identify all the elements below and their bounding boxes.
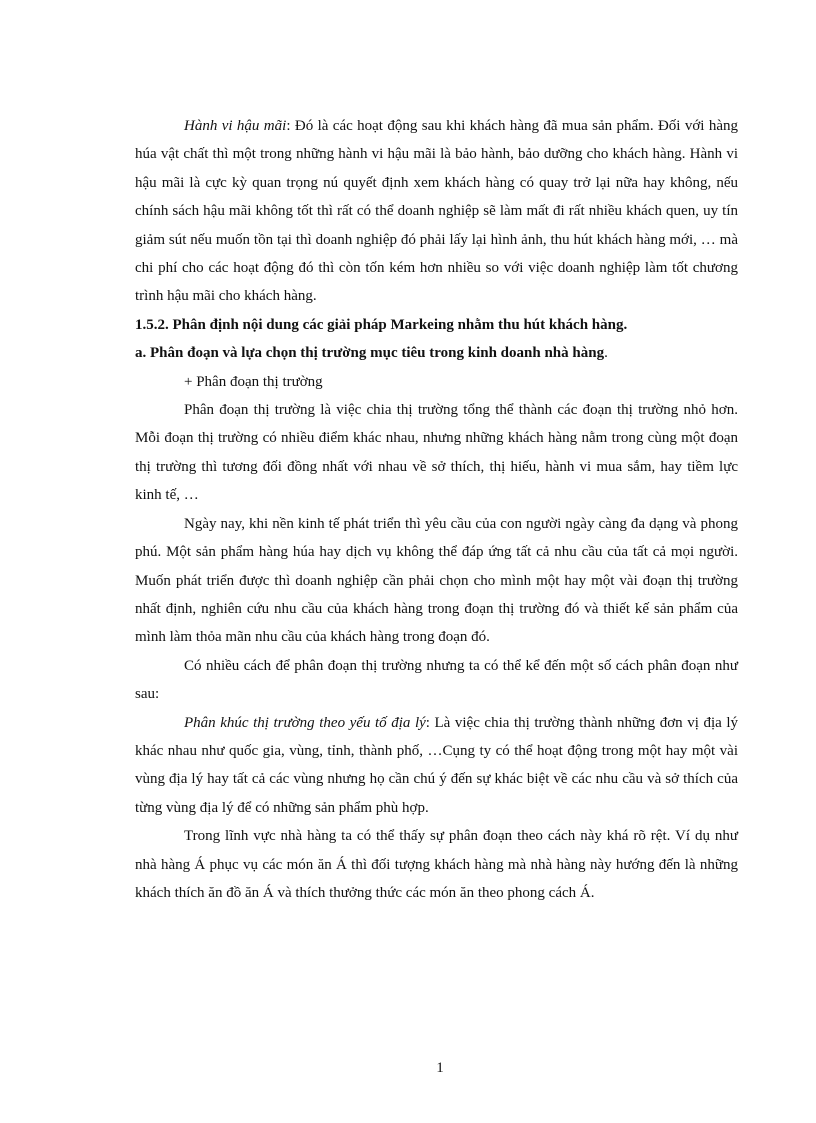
paragraph-segmentation-definition: Phân đoạn thị trường là việc chia thị trường tổng thể thành các đoạn thị trường nhỏ hơn. Mỗi đoạn thị trường có nhiều điểm khác nhau, nhưng những khách hàng nằm trong cùng một đoạn thị trường thì tương đối đồng nhất với nhau về sở thích, thị hiếu, hành vi mua sắm, hay tiềm lực kinh tế, … <box>135 402 738 504</box>
paragraph-economy-development: Ngày nay, khi nền kinh tế phát triển thì yêu cầu của con người ngày càng đa dạng và phong phú. Một sản phẩm hàng húa hay dịch vụ không thể đáp ứng tất cả nhu cầu của tất cả mọi người. Muốn phát triển được thì doanh nghiệp cần phải chọn cho mình một hay một vài đoạn thị trường nhất định, nghiên cứu nhu cầu của khách hàng trong đoạn thị trường đó và thiết kế sản phẩm của mình làm thỏa mãn nhu cầu của khách hàng trong đoạn đó. <box>135 515 738 646</box>
paragraph-geographic-segmentation <box>135 709 738 823</box>
page-content <box>135 112 738 907</box>
paragraph-after-sales <box>135 112 738 311</box>
paragraph-segmentation-methods: Có nhiều cách để phân đoạn thị trường nhưng ta có thể kể đến một số cách phân đoạn như sau: <box>135 657 738 703</box>
section-heading-1-5-2: 1.5.2. Phân định nội dung các giải pháp Markeing nhằm thu hút khách hàng. <box>135 316 628 333</box>
paragraph-after-sales-text: : Đó là các hoạt động sau khi khách hàng đã mua sản phẩm. Đối với hàng húa vật chất thì một trong những hành vi hậu mãi là bảo hành, bảo dưỡng cho khách hàng. Hành vi hậu mãi là cực kỳ quan trọng nú quyết định xem khách hàng có quay trở lại nữa hay không, nếu chính sách hậu mãi không tốt thì rất có thể doanh nghiệp sẽ làm mất đi rất nhiều khách quen, uy tín giảm sút nếu muốn tồn tại thì doanh nghiệp đó phải lấy lại hình ảnh, thu hút khách hàng mới, … mà chi phí cho các hoạt động đó thì còn tốn kém hơn nhiều so với việc doanh nghiệp làm tốt chương trình hậu mãi cho khách hàng. <box>135 118 738 305</box>
paragraph-geographic-segmentation-text: : Là việc chia thị trường thành những đơn vị địa lý khác nhau như quốc gia, vùng, tỉnh, thành phố, …Cụng ty có thể hoạt động trong một hay một vài vùng địa lý hay tất cả các vùng nhưng họ cần chú ý đến sự khác biệt về các nhu cầu và sở thích của từng vùng địa lý để có những sản phẩm phù hợp. <box>135 714 738 816</box>
page-number: 1 <box>436 1060 444 1076</box>
term-geographic-segmentation: Phân khúc thị trường theo yếu tố địa lý <box>184 714 426 731</box>
bullet-market-segmentation: + Phân đoạn thị trường <box>184 373 323 390</box>
term-after-sales: Hành vi hậu mãi <box>184 118 287 134</box>
subsection-heading-a-period: . <box>604 345 608 362</box>
subsection-heading-a <box>135 339 738 367</box>
paragraph-restaurant-example: Trong lĩnh vực nhà hàng ta có thể thấy sự phân đoạn theo cách này khá rõ rệt. Ví dụ như nhà hàng Á phục vụ các món ăn Á thì đối tượng khách hàng mà nhà hàng này hướng đến là những khách thích ăn đồ ăn Á và thích thưởng thức các món ăn theo phong cách Á. <box>135 828 738 901</box>
subsection-heading-a-text: a. Phân đoạn và lựa chọn thị trường mục tiêu trong kinh doanh nhà hàng <box>135 345 605 362</box>
